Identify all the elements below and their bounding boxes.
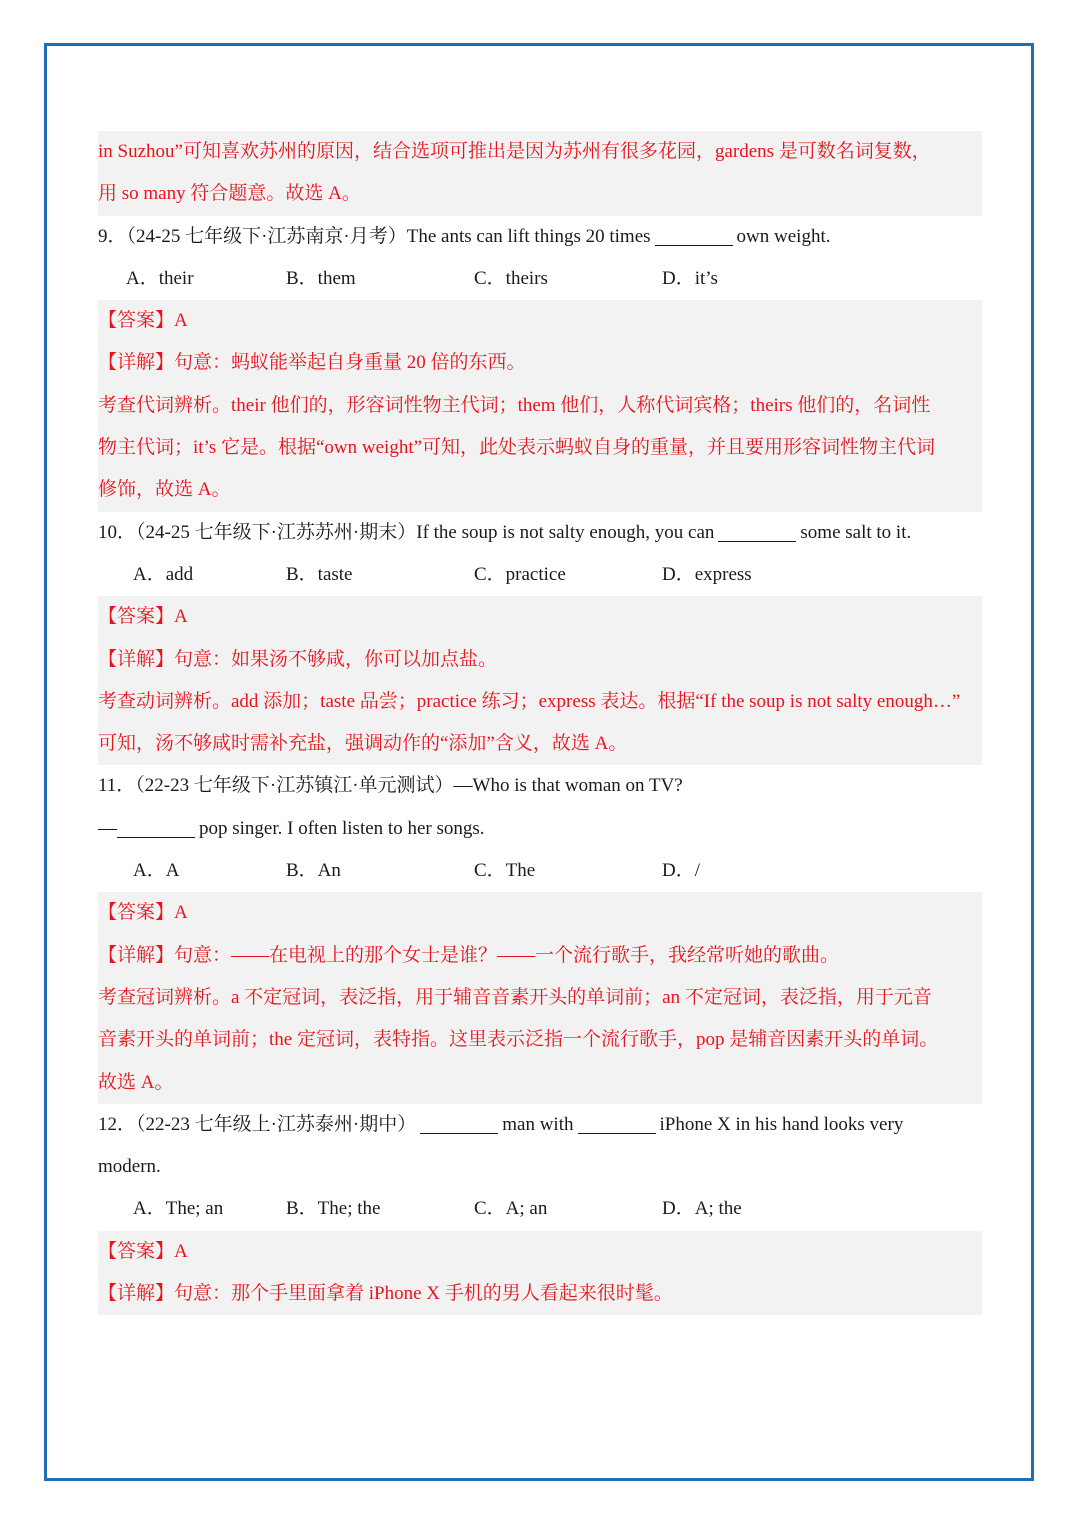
analysis-line: 故选 A。 — [98, 1071, 174, 1093]
detail-line: 【详解】句意：蚂蚁能举起自身重量 20 倍的东西。 — [98, 352, 526, 374]
question-source: （24-25 七年级下·江苏南京·月考） — [126, 225, 407, 247]
question-number: 11． — [98, 775, 136, 797]
question-12-options — [98, 1188, 982, 1230]
question-source: （22-23 七年级下·江苏镇江·单元测试） — [135, 775, 454, 797]
question-source: （24-25 七年级下·江苏苏州·期末） — [136, 521, 417, 543]
option-a: A．their — [126, 267, 194, 289]
question-10 — [98, 512, 982, 597]
option-c: C．practice — [474, 563, 566, 585]
detail-line: 【详解】句意：——在电视上的那个女士是谁？——一个流行歌手，我经常听她的歌曲。 — [98, 944, 840, 966]
detail-line: 【详解】句意：那个手里面拿着 iPhone X 手机的男人看起来很时髦。 — [98, 1283, 673, 1305]
question-9-solution — [98, 300, 982, 511]
question-12-stem: 12．（22-23 七年级上·江苏泰州·期中） man with iPhone X in his hand looks very — [98, 1113, 904, 1135]
answer-blank — [718, 521, 796, 542]
question-number: 9． — [98, 225, 127, 247]
question-9 — [98, 216, 982, 301]
question-11 — [98, 765, 982, 892]
question-10-stem: 10．（24-25 七年级下·江苏苏州·期末）If the soup is not salty enough, you can some salt to it. — [98, 521, 912, 543]
question-10-options — [98, 554, 982, 596]
option-a: A．add — [133, 563, 194, 585]
analysis-line: 考查冠词辨析。a 不定冠词，表泛指，用于辅音音素开头的单词前；an 不定冠词，表泛指，用于元音 — [98, 986, 932, 1008]
question-12-stem-2: modern. — [98, 1156, 161, 1178]
question-number: 12． — [98, 1113, 137, 1135]
option-a: A．A — [133, 860, 180, 882]
intro-line-2: 用 so many 符合题意。故选 A。 — [98, 183, 361, 205]
intro-explanation — [98, 131, 982, 216]
answer-line: 【答案】A — [98, 1240, 188, 1262]
option-b: B．An — [286, 860, 341, 882]
detail-line: 【详解】句意：如果汤不够咸，你可以加点盐。 — [98, 648, 498, 670]
question-number: 10． — [98, 521, 137, 543]
analysis-line: 考查代词辨析。their 他们的，形容词性物主代词；them 他们，人称代词宾格；theirs 他们的，名词性 — [98, 394, 931, 416]
answer-line: 【答案】A — [98, 606, 188, 628]
question-9-stem: 9．（24-25 七年级下·江苏南京·月考）The ants can lift things 20 times own weight. — [98, 225, 831, 247]
option-d: D．A; the — [662, 1198, 742, 1220]
question-11-options — [98, 850, 982, 892]
intro-line-1: in Suzhou”可知喜欢苏州的原因，结合选项可推出是因为苏州有很多花园，gardens 是可数名词复数， — [98, 141, 931, 162]
option-d: D．/ — [662, 860, 701, 882]
question-12-solution — [98, 1231, 982, 1316]
analysis-line: 可知，汤不够咸时需补充盐，强调动作的“添加”含义，故选 A。 — [98, 733, 628, 755]
option-b: B．taste — [286, 563, 353, 585]
option-b: B．them — [286, 267, 356, 289]
answer-blank — [117, 817, 195, 838]
question-source: （22-23 七年级上·江苏泰州·期中） — [136, 1113, 417, 1135]
option-c: C．The — [474, 860, 536, 882]
question-11-stem-2: — pop singer. I often listen to her songs. — [98, 817, 485, 839]
option-c: C．theirs — [474, 267, 548, 289]
answer-blank — [655, 225, 733, 246]
option-d: D．express — [662, 563, 752, 585]
answer-blank — [420, 1113, 498, 1134]
question-12 — [98, 1104, 982, 1231]
document-content — [98, 131, 982, 1315]
option-b: B．The; the — [286, 1198, 381, 1220]
answer-line: 【答案】A — [98, 902, 188, 924]
question-10-solution — [98, 596, 982, 765]
analysis-line: 考查动词辨析。add 添加；taste 品尝；practice 练习；express 表达。根据“If the soup is not salty enough…” — [98, 690, 961, 712]
question-11-solution — [98, 892, 982, 1103]
option-a: A．The; an — [133, 1198, 224, 1220]
analysis-line: 物主代词；it’s 它是。根据“own weight”可知，此处表示蚂蚁自身的重量，并且要用形容词性物主代词 — [98, 437, 936, 459]
question-9-options — [98, 258, 982, 300]
option-d: D．it’s — [662, 267, 718, 289]
answer-line: 【答案】A — [98, 310, 188, 332]
analysis-line: 音素开头的单词前；the 定冠词，表特指。这里表示泛指一个流行歌手，pop 是辅音因素开头的单词。 — [98, 1029, 939, 1051]
option-c: C．A; an — [474, 1198, 548, 1220]
analysis-line: 修饰，故选 A。 — [98, 479, 231, 501]
question-11-stem: 11．（22-23 七年级下·江苏镇江·单元测试）—Who is that woman on TV? — [98, 775, 683, 797]
answer-blank — [578, 1113, 656, 1134]
